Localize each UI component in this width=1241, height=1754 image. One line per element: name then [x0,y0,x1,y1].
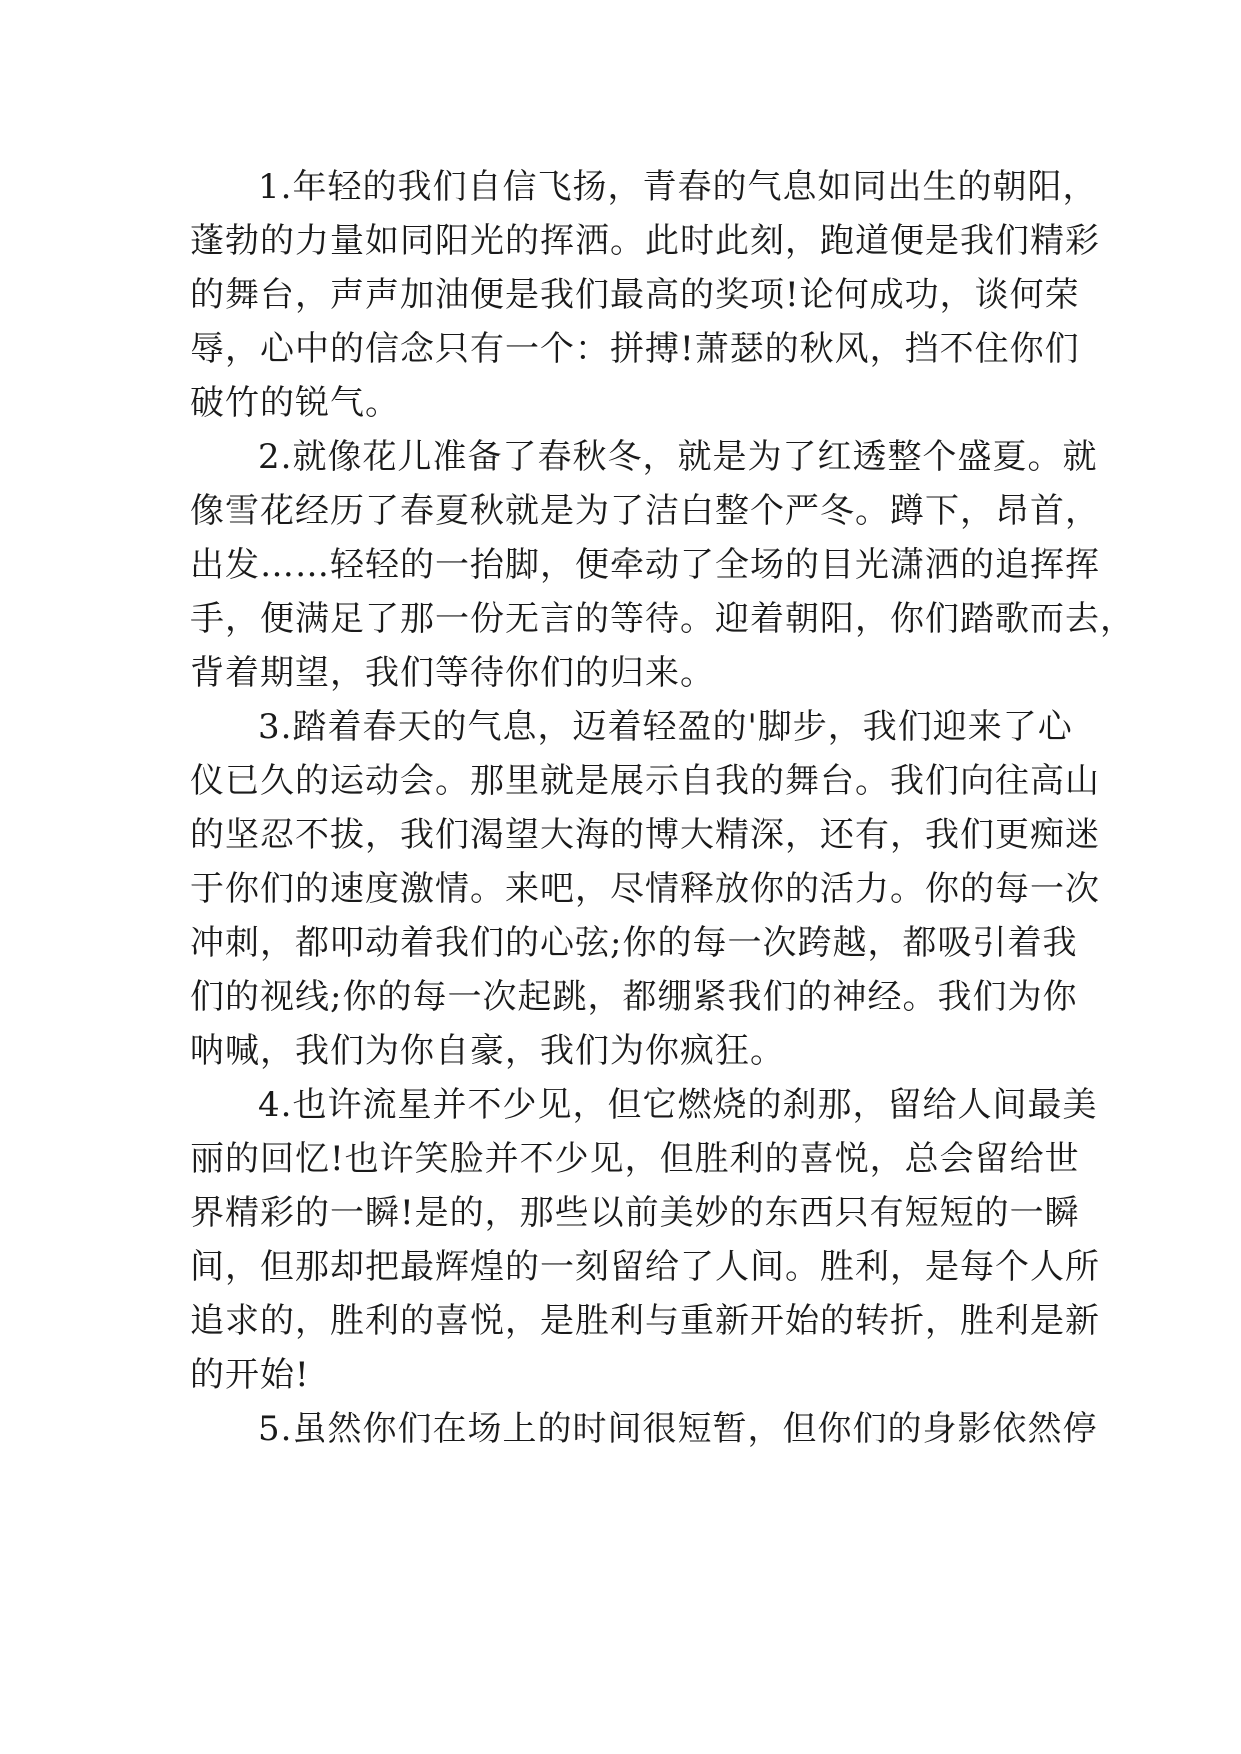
text-line: 5.虽然你们在场上的时间很短暂，但你们的身影依然停 [258,1409,1098,1449]
text-line: 间，但那却把最辉煌的一刻留给了人间。胜利，是每个人所 [190,1247,1100,1287]
text-line: 仪已久的运动会。那里就是展示自我的舞台。我们向往高山 [190,761,1100,801]
text-line: 辱，心中的信念只有一个：拼搏!萧瑟的秋风，挡不住你们 [190,329,1080,369]
text-line: 手，便满足了那一份无言的等待。迎着朝阳，你们踏歌而去， [190,599,1135,639]
text-line: 背着期望，我们等待你们的归来。 [190,653,715,693]
paragraph-2 [190,430,1135,700]
text-line: 们的视线;你的每一次起跳，都绷紧我们的神经。我们为你 [190,977,1078,1017]
text-line: 2.就像花儿准备了春秋冬，就是为了红透整个盛夏。就 [258,437,1098,477]
text-line: 的舞台，声声加油便是我们最高的奖项!论何成功，谈何荣 [190,275,1080,315]
text-line: 于你们的速度激情。来吧，尽情释放你的活力。你的每一次 [190,869,1100,909]
paragraph-3 [190,700,1100,1078]
text-line: 界精彩的一瞬!是的，那些以前美妙的东西只有短短的一瞬 [190,1193,1080,1233]
text-line: 冲刺，都叩动着我们的心弦;你的每一次跨越，都吸引着我 [190,923,1078,963]
text-line: 蓬勃的力量如同阳光的挥洒。此时此刻，跑道便是我们精彩 [190,221,1100,261]
text-line: 的开始! [190,1355,310,1395]
text-line: 呐喊，我们为你自豪，我们为你疯狂。 [190,1031,785,1071]
text-line: 的坚忍不拔，我们渴望大海的博大精深，还有，我们更痴迷 [190,815,1100,855]
paragraph-1 [190,160,1100,430]
text-line: 出发……轻轻的一抬脚，便牵动了全场的目光潇洒的追挥挥 [190,545,1100,585]
text-line: 3.踏着春天的气息，迈着轻盈的'脚步，我们迎来了心 [258,707,1073,747]
paragraph-4 [190,1078,1100,1402]
text-line: 1.年轻的我们自信飞扬，青春的气息如同出生的朝阳， [258,167,1098,207]
text-line: 4.也许流星并不少见，但它燃烧的刹那，留给人间最美 [258,1085,1098,1125]
paragraph-5 [190,1402,1098,1456]
text-line: 丽的回忆!也许笑脸并不少见，但胜利的喜悦，总会留给世 [190,1139,1080,1179]
text-line: 破竹的锐气。 [190,383,400,423]
document-body [190,160,1135,1456]
text-line: 追求的，胜利的喜悦，是胜利与重新开始的转折，胜利是新 [190,1301,1100,1341]
text-line: 像雪花经历了春夏秋就是为了洁白整个严冬。蹲下，昂首， [190,491,1100,531]
